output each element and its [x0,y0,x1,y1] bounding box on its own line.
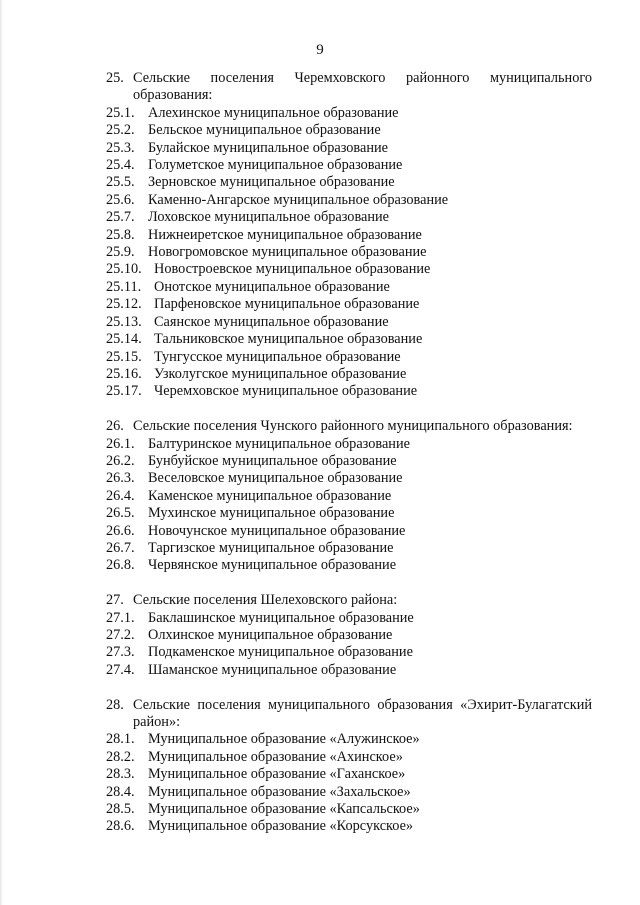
list-item-text: Подкаменское муниципальное образование [148,644,413,661]
list-item-text: Балтуринское муниципальное образование [148,435,410,452]
page-number: 9 [316,42,324,58]
list-item [106,505,592,522]
list-item [106,174,592,191]
list-item-text: Муниципальное образование «Захальское» [148,783,411,800]
list-item-number: 26.1. [106,435,135,452]
list-item-number: 25.8. [106,226,135,243]
list-item [106,261,592,278]
list-item [106,453,592,470]
list-item-text: Муниципальное образование «Ахинское» [148,748,403,765]
list-item [106,244,592,261]
list-item-number: 25.9. [106,244,135,261]
section-heading [106,592,592,609]
list-item [106,209,592,226]
section-heading [106,697,592,732]
list-item-text: Баклашинское муниципальное образование [148,609,414,626]
list-item [106,488,592,505]
page-edge [0,0,3,905]
list-item [106,105,592,122]
list-item-text: Бельское муниципальное образование [148,122,381,139]
list-item-number: 27.2. [106,626,135,643]
list-item-text: Новогромовское муниципальное образование [148,244,427,261]
list-item [106,279,592,296]
list-item-number: 25.12. [106,296,142,313]
list-item-text: Саянское муниципальное образование [154,313,389,330]
list-item-number: 26.7. [106,539,135,556]
list-item [106,523,592,540]
list-item-number: 26.3. [106,470,135,487]
list-item [106,784,592,801]
list-item [106,749,592,766]
list-item-text: Шаманское муниципальное образование [148,661,397,678]
list-item-text: Муниципальное образование «Корсукское» [148,818,414,835]
list-item [106,436,592,453]
list-item-text: Зерновское муниципальное образование [148,174,395,191]
section-number: 26. [106,418,124,435]
list-item [106,157,592,174]
list-item-number: 26.4. [106,487,135,504]
list-item-number: 25.15. [106,348,142,365]
list-item [106,366,592,383]
list-item-text: Олхинское муниципальное образование [148,626,393,643]
list-item-number: 28.6. [106,818,135,835]
list-item-number: 25.2. [106,122,135,139]
section [106,70,592,401]
section-number: 25. [106,70,124,86]
list-item [106,140,592,157]
section-gap [106,575,592,592]
list-item [106,331,592,348]
list-item-number: 26.6. [106,522,135,539]
list-item-number: 25.7. [106,209,135,226]
section [106,697,592,836]
list-item-number: 27.4. [106,661,135,678]
section-heading-text: Сельские поселения Чунского районного муниципального образования: [133,418,573,435]
list-item [106,192,592,209]
list-item-number: 25.5. [106,174,135,191]
list-item-number: 26.8. [106,557,135,574]
list-item-text: Голуметское муниципальное образование [148,157,403,174]
section-heading-text: Сельские поселения Черемховского районного муниципального образования: [133,70,592,104]
list-item-number: 26.5. [106,505,135,522]
list-item-number: 25.6. [106,191,135,208]
list-item-number: 27.1. [106,609,135,626]
list-item-number: 25.4. [106,157,135,174]
list-item-number: 28.4. [106,783,135,800]
list-item-number: 28.3. [106,766,135,783]
list-item-number: 25.3. [106,139,135,156]
list-item-number: 25.1. [106,104,135,121]
list-item [106,349,592,366]
list-item [106,557,592,574]
section-heading [106,418,592,435]
list-item [106,766,592,783]
list-item-text: Мухинское муниципальное образование [148,505,395,522]
list-item-text: Таргизское муниципальное образование [148,539,394,556]
list-item-text: Тунгусское муниципальное образование [154,348,401,365]
list-item-number: 25.17. [106,383,142,400]
list-item-text: Новочунское муниципальное образование [148,522,406,539]
section [106,592,592,679]
list-item-number: 28.5. [106,801,135,818]
list-item-number: 25.16. [106,365,142,382]
list-item [106,470,592,487]
list-item [106,314,592,331]
list-item-text: Веселовское муниципальное образование [148,470,403,487]
list-item-number: 28.1. [106,731,135,748]
list-item-text: Лоховское муниципальное образование [148,209,390,226]
list-item-number: 25.14. [106,331,142,348]
document-body [106,70,592,836]
list-item [106,644,592,661]
section-number: 28. [106,696,124,713]
list-item [106,227,592,244]
section-gap [106,401,592,418]
section-gap [106,679,592,696]
list-item-text: Онотское муниципальное образование [154,278,390,295]
list-item-text: Тальниковское муниципальное образование [154,331,423,348]
list-item-text: Бунбуйское муниципальное образование [148,452,397,469]
list-item-number: 26.2. [106,452,135,469]
section-number: 27. [106,592,124,609]
list-item-text: Каменно-Ангарское муниципальное образование [148,191,449,208]
list-item-text: Узколугское муниципальное образование [154,365,407,382]
list-item-text: Муниципальное образование «Капсальское» [148,801,420,818]
list-item-text: Булайское муниципальное образование [148,139,388,156]
list-item [106,296,592,313]
list-item-number: 28.2. [106,748,135,765]
list-item-number: 27.3. [106,644,135,661]
list-item [106,818,592,835]
list-item-text: Червянское муниципальное образование [148,557,397,574]
list-item-text: Нижнеиретское муниципальное образование [148,226,422,243]
list-item [106,383,592,400]
list-item-text: Каменское муниципальное образование [148,487,392,504]
list-item-text: Новостроевское муниципальное образование [154,261,431,278]
section [106,418,592,575]
list-item [106,627,592,644]
list-item [106,540,592,557]
list-item-number: 25.13. [106,313,142,330]
list-item [106,610,592,627]
list-item [106,662,592,679]
list-item-number: 25.11. [106,278,142,295]
list-item-text: Парфеновское муниципальное образование [154,296,420,313]
list-item-number: 25.10. [106,261,142,278]
section-heading-text: Сельские поселения Шелеховского района: [133,592,398,609]
list-item [106,801,592,818]
section-heading-text: Сельские поселения муниципального образования «Эхирит-Булагатский район»: [133,696,592,730]
list-item [106,122,592,139]
section-heading [106,70,592,105]
list-item [106,731,592,748]
list-item-text: Алехинское муниципальное образование [148,104,399,121]
list-item-text: Муниципальное образование «Алужинское» [148,731,420,748]
list-item-text: Черемховское муниципальное образование [154,383,418,400]
list-item-text: Муниципальное образование «Гаханское» [148,766,406,783]
